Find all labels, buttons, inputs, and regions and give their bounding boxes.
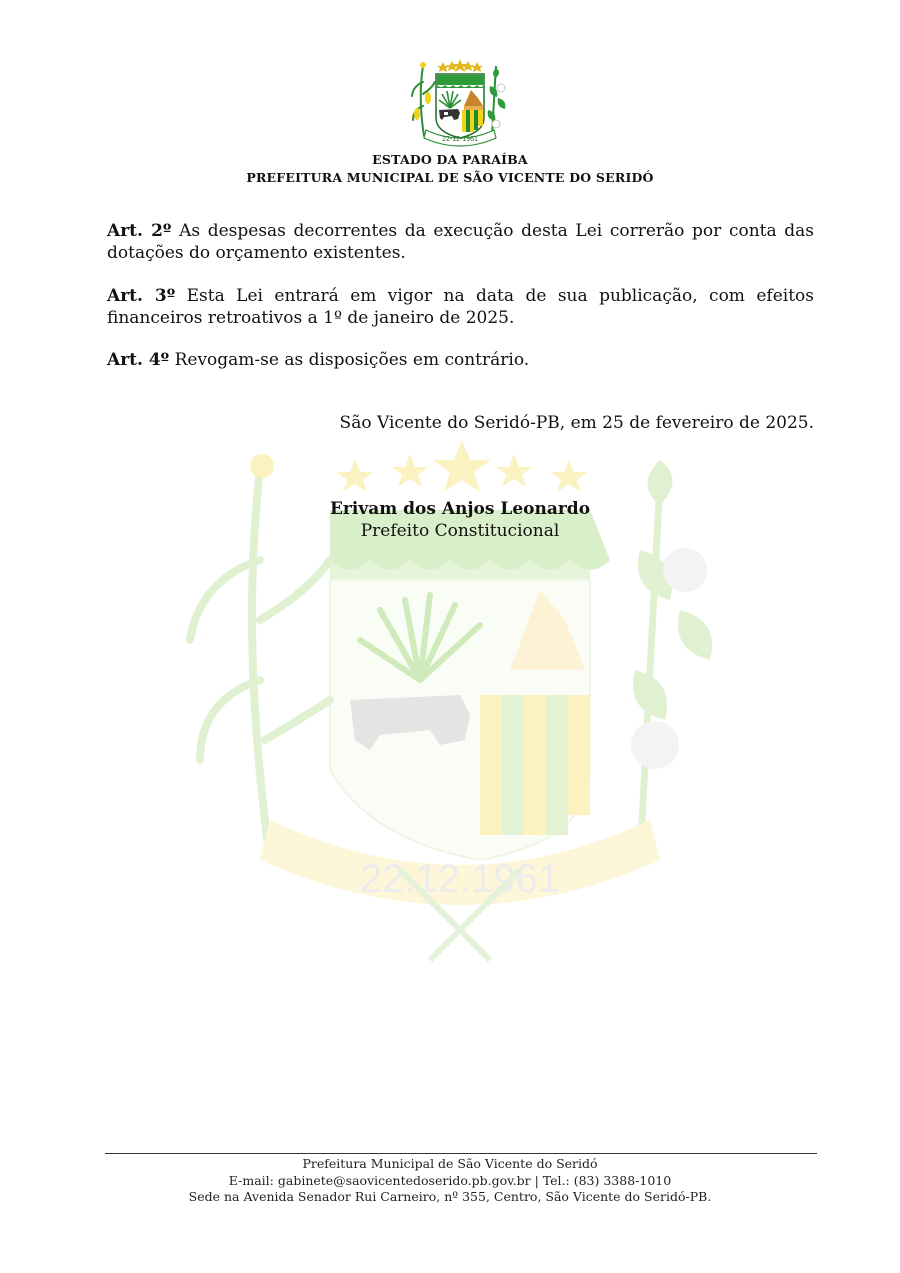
dateline: São Vicente do Seridó-PB, em 25 de fevereiro de 2025.	[339, 413, 814, 433]
footer-address: Sede na Avenida Senador Rui Carneiro, nº 355, Centro, São Vicente do Seridó-PB.	[188, 1189, 712, 1204]
article-2	[107, 220, 814, 264]
article-3-label: Art. 3º	[107, 286, 176, 306]
article-2-label: Art. 2º	[107, 221, 172, 241]
signatory-title: Prefeito Constitucional	[360, 521, 560, 541]
header-municipality: PREFEITURA MUNICIPAL DE SÃO VICENTE DO SERIDÓ	[246, 170, 654, 185]
article-3-text: Esta Lei entrará em vigor na data de sua publicação, com efeitos financeiros retroativos a 1º de janeiro de 2025.	[107, 286, 814, 328]
watermark-date-text: 22.12.1961	[359, 857, 561, 901]
header-state: ESTADO DA PARAÍBA	[372, 152, 528, 167]
signature-block	[300, 498, 620, 542]
footer	[0, 1156, 900, 1206]
article-4-label: Art. 4º	[107, 350, 170, 370]
footer-contact: E-mail: gabinete@saovicentedoserido.pb.gov.br | Tel.: (83) 3388-1010	[228, 1172, 672, 1188]
footer-divider	[105, 1153, 817, 1154]
footer-institution: Prefeitura Municipal de São Vicente do Seridó	[302, 1156, 598, 1171]
signatory-name: Erivam dos Anjos Leonardo	[329, 499, 591, 519]
crest-date-text: 22-12-1961	[442, 136, 478, 143]
municipal-crest-icon	[408, 58, 510, 152]
article-2-text: As despesas decorrentes da execução desta Lei correrão por conta das dotações do orçamento existentes.	[107, 221, 814, 263]
article-3	[107, 285, 814, 329]
article-4-text: Revogam-se as disposições em contrário.	[174, 350, 530, 370]
article-4	[107, 349, 814, 371]
